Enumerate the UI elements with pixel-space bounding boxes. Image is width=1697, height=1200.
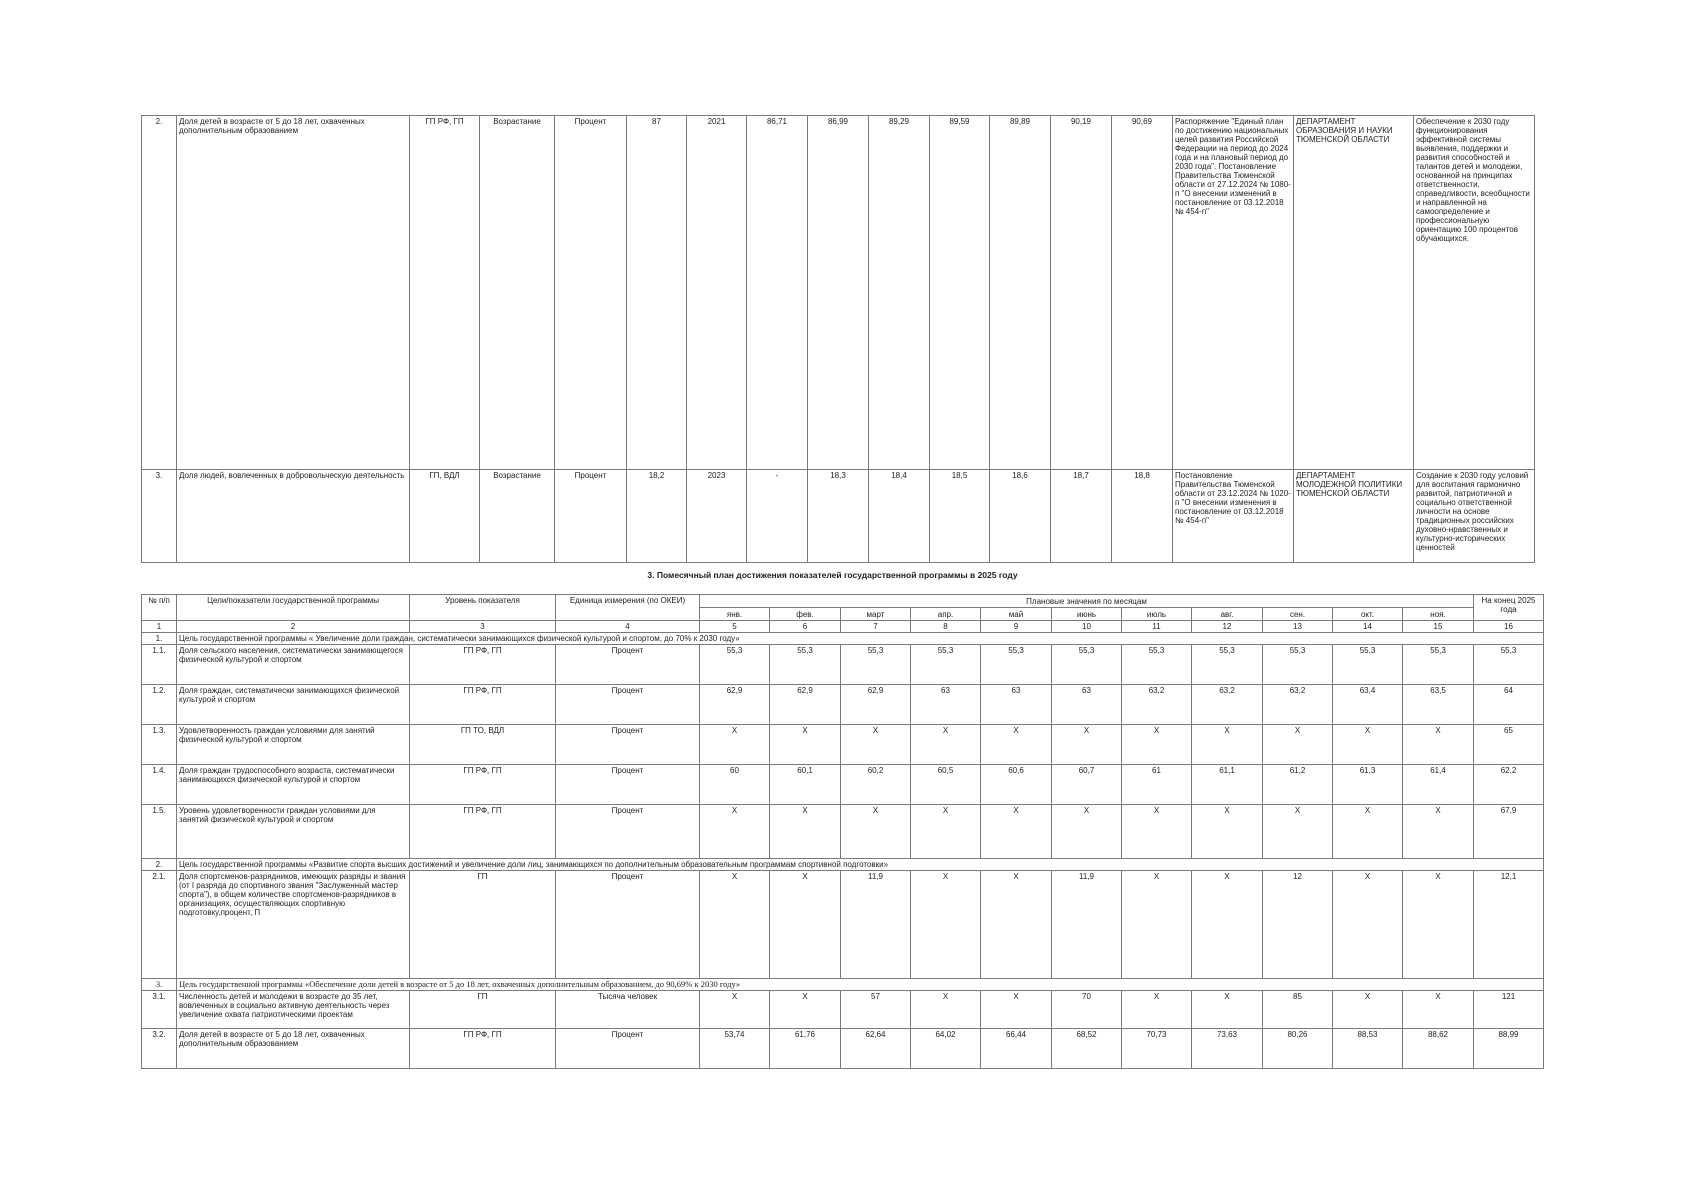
year-end-value: 88,99 (1474, 1029, 1544, 1069)
year-end-value: 12,1 (1474, 871, 1544, 979)
indicator-trend: Возрастание (480, 116, 555, 470)
month-value: 60,6 (981, 765, 1052, 805)
month-value: 61,4 (1403, 765, 1474, 805)
month-value: 60 (700, 765, 770, 805)
indicator-level: ГП РФ, ГП (410, 765, 556, 805)
month-value: 63,4 (1333, 685, 1403, 725)
month-value: X (981, 991, 1052, 1029)
responsible-body: ДЕПАРТАМЕНТ ОБРАЗОВАНИЯ И НАУКИ ТЮМЕНСКОЙ ОБЛАСТИ (1294, 116, 1414, 470)
month-value: X (700, 805, 770, 859)
indicator-unit: Процент (556, 871, 700, 979)
row-number: 3.1. (142, 991, 177, 1029)
indicator-unit: Процент (556, 1029, 700, 1069)
month-value: X (1333, 991, 1403, 1029)
month-value: X (700, 871, 770, 979)
year-value: 89,29 (869, 116, 930, 470)
indicator-level: ГП РФ, ГП (410, 685, 556, 725)
month-value: 62,64 (841, 1029, 911, 1069)
year-end-value: 65 (1474, 725, 1544, 765)
table-row (142, 991, 1544, 1029)
header-name: Цели/показатели государственной программы (177, 595, 410, 621)
month-header: сен. (1263, 608, 1333, 621)
month-header: фев. (770, 608, 841, 621)
column-number: 7 (841, 621, 911, 633)
month-value: X (911, 871, 981, 979)
month-value: X (841, 805, 911, 859)
year-value: 86,99 (808, 116, 869, 470)
header-num: № п/п (142, 595, 177, 621)
month-value: X (1263, 805, 1333, 859)
month-value: X (770, 805, 841, 859)
month-value: 55,3 (1403, 645, 1474, 685)
month-value: 55,3 (1333, 645, 1403, 685)
month-value: 60,1 (770, 765, 841, 805)
section-title: 3. Помесячный план достижения показателей государственной программы в 2025 году (647, 570, 1018, 580)
month-header: янв. (700, 608, 770, 621)
column-number: 16 (1474, 621, 1544, 633)
month-header: авг. (1192, 608, 1263, 621)
indicator-unit: Процент (556, 765, 700, 805)
month-value: X (1052, 725, 1122, 765)
month-value: X (911, 725, 981, 765)
month-value: 55,3 (770, 645, 841, 685)
month-value: X (1192, 991, 1263, 1029)
column-number: 13 (1263, 621, 1333, 633)
month-value: X (1122, 871, 1192, 979)
year-value: 18,6 (990, 470, 1051, 563)
month-value: X (700, 725, 770, 765)
table-row (142, 725, 1544, 765)
table-row (142, 1029, 1544, 1069)
indicator-level: ГП РФ, ГП (410, 645, 556, 685)
national-goal-link: Обеспечение к 2030 году функционирования эффективной системы выявления, поддержки и развития способностей и талантов детей и молодежи, основанной на принципах ответственности, справедливости, всеобщности и направленной на самоопределение и профессиональную ориентацию 100 процентов обучающихся. (1414, 116, 1535, 470)
indicator-name: Доля спортсменов-разрядников, имеющих разряды и звания (от I разряда до спортивного звания "Заслуженный мастер спорта"), в общем количестве спортсменов-разрядников в организациях, осуществляющих спортивную подготовку,процент, П (177, 871, 410, 979)
month-value: 61,2 (1263, 765, 1333, 805)
column-number: 14 (1333, 621, 1403, 633)
month-value: X (1403, 725, 1474, 765)
month-value: X (1403, 991, 1474, 1029)
base-year: 2021 (687, 116, 747, 470)
month-value: X (770, 871, 841, 979)
month-value: 63,2 (1192, 685, 1263, 725)
responsible-body: ДЕПАРТАМЕНТ МОЛОДЕЖНОЙ ПОЛИТИКИ ТЮМЕНСКОЙ ОБЛАСТИ (1294, 470, 1414, 563)
column-number: 5 (700, 621, 770, 633)
row-number: 1.4. (142, 765, 177, 805)
goal-text: Цель государственной программы «Развитие спорта высших достижений и увеличение доли лиц, занимающихся по дополнительным образовательным программам спортивной подготовки» (177, 859, 1544, 871)
row-number: 2. (142, 116, 177, 470)
month-value: 63,2 (1263, 685, 1333, 725)
month-value: 62,9 (770, 685, 841, 725)
month-value: 61,1 (1192, 765, 1263, 805)
month-header: май (981, 608, 1052, 621)
year-value: 18,7 (1051, 470, 1112, 563)
column-number: 4 (556, 621, 700, 633)
month-value: 63,2 (1122, 685, 1192, 725)
column-number: 9 (981, 621, 1052, 633)
month-value: 11,9 (841, 871, 911, 979)
month-value: 11,9 (1052, 871, 1122, 979)
indicator-level: ГП РФ, ГП (410, 805, 556, 859)
row-number: 1.5. (142, 805, 177, 859)
month-value: 63 (911, 685, 981, 725)
month-value: 60,5 (911, 765, 981, 805)
year-value: 89,59 (930, 116, 990, 470)
month-value: X (770, 991, 841, 1029)
base-value: 18,2 (627, 470, 687, 563)
year-end-value: 55,3 (1474, 645, 1544, 685)
indicator-unit: Процент (556, 645, 700, 685)
year-value: 18,8 (1112, 470, 1173, 563)
month-value: 85 (1263, 991, 1333, 1029)
row-number: 3. (142, 470, 177, 563)
month-value: 62,9 (700, 685, 770, 725)
month-value: 60,7 (1052, 765, 1122, 805)
month-value: 64,02 (911, 1029, 981, 1069)
year-value: 18,5 (930, 470, 990, 563)
column-number: 10 (1052, 621, 1122, 633)
month-value: 88,62 (1403, 1029, 1474, 1069)
month-value: X (1192, 805, 1263, 859)
month-value: 61 (1122, 765, 1192, 805)
month-value: X (981, 871, 1052, 979)
goal-row (142, 979, 1544, 991)
column-number: 2 (177, 621, 410, 633)
indicator-unit: Процент (556, 685, 700, 725)
year-end-value: 64 (1474, 685, 1544, 725)
indicator-name: Доля детей в возрасте от 5 до 18 лет, охваченных дополнительным образованием (177, 116, 410, 470)
row-number: 1.2. (142, 685, 177, 725)
year-value: 90,19 (1051, 116, 1112, 470)
month-value: X (1192, 871, 1263, 979)
indicator-name: Доля граждан, систематически занимающихся физической культурой и спортом (177, 685, 410, 725)
goal-row (142, 859, 1544, 871)
indicator-unit: Процент (555, 470, 627, 563)
table-row (142, 765, 1544, 805)
month-value: X (1263, 725, 1333, 765)
indicator-unit: Процент (556, 805, 700, 859)
year-value: 86,71 (747, 116, 808, 470)
goal-text: Цель государственной программы «Обеспечение доли детей в возрасте от 5 до 18 лет, охваченных дополнительным образованием, до 90,69% к 2030 году» (177, 979, 1544, 991)
indicator-name: Численность детей и молодежи в возрасте до 35 лет, вовлеченных в социально активную деятельность через увеличение охвата патриотическими проектам (177, 991, 410, 1029)
indicator-level: ГП (410, 991, 556, 1029)
monthly-plan-table (141, 594, 1544, 1069)
indicator-name: Доля граждан трудоспособного возраста, систематически занимающихся физической культурой и спортом (177, 765, 410, 805)
month-value: X (1403, 805, 1474, 859)
indicator-level: ГП, ВДЛ (410, 470, 480, 563)
year-end-value: 62,2 (1474, 765, 1544, 805)
indicator-level: ГП ТО, ВДЛ (410, 725, 556, 765)
header-level: Уровень показателя (410, 595, 556, 621)
month-header: июль (1122, 608, 1192, 621)
indicator-unit: Тысяча человек (556, 991, 700, 1029)
indicator-level: ГП РФ, ГП (410, 116, 480, 470)
month-value: 53,74 (700, 1029, 770, 1069)
month-value: X (1333, 871, 1403, 979)
indicator-name: Доля людей, вовлеченных в добровольческую деятельность (177, 470, 410, 563)
month-value: X (1192, 725, 1263, 765)
year-value: 89,89 (990, 116, 1051, 470)
indicator-level: ГП РФ, ГП (410, 1029, 556, 1069)
month-value: X (1122, 805, 1192, 859)
month-value: 55,3 (1263, 645, 1333, 685)
month-value: 55,3 (700, 645, 770, 685)
indicator-name: Уровень удовлетворенности граждан условиями для занятий физической культурой и спортом (177, 805, 410, 859)
indicator-name: Доля сельского населения, систематически занимающегося физической культурой и спортом (177, 645, 410, 685)
month-value: X (1333, 805, 1403, 859)
year-end-value: 67,9 (1474, 805, 1544, 859)
header-unit: Единица измерения (по ОКЕИ) (556, 595, 700, 621)
month-value: 61,3 (1333, 765, 1403, 805)
month-value: 55,3 (1192, 645, 1263, 685)
month-value: 88,53 (1333, 1029, 1403, 1069)
month-value: X (1052, 805, 1122, 859)
goal-text: Цель государственной программы « Увеличение доли граждан, систематически занимающихся физической культурой и спортом, до 70% к 2030 году» (177, 633, 1544, 645)
column-number: 12 (1192, 621, 1263, 633)
column-number: 11 (1122, 621, 1192, 633)
month-value: 62,9 (841, 685, 911, 725)
indicator-name: Удовлетворенность граждан условиями для занятий физической культурой и спортом (177, 725, 410, 765)
month-value: X (700, 991, 770, 1029)
row-number: 1.1. (142, 645, 177, 685)
legal-document: Постановление Правительства Тюменской области от 23.12.2024 № 1020-п "О внесении изменения в постановление от 03.12.2018 № 454-п" (1173, 470, 1294, 563)
legal-document: Распоряжение "Единый план по достижению национальных целей развития Российской Федерации на период до 2024 года и на плановый период до 2030 года". Постановление Правительства Тюменской области от 27.12.2024 № 1080-п "О внесении изменений в постановление от 03.12.2018 № 454-п" (1173, 116, 1294, 470)
month-value: 55,3 (981, 645, 1052, 685)
year-value: - (747, 470, 808, 563)
indicator-level: ГП (410, 871, 556, 979)
month-value: X (841, 725, 911, 765)
table-row (142, 805, 1544, 859)
month-value: X (1333, 725, 1403, 765)
column-number: 6 (770, 621, 841, 633)
month-value: 70,73 (1122, 1029, 1192, 1069)
month-value: X (1403, 871, 1474, 979)
row-number: 2.1. (142, 871, 177, 979)
month-header: окт. (1333, 608, 1403, 621)
month-header: апр. (911, 608, 981, 621)
indicators-table-continuation (141, 115, 1535, 563)
column-number: 8 (911, 621, 981, 633)
month-value: X (911, 805, 981, 859)
indicator-unit: Процент (556, 725, 700, 765)
year-end-value: 121 (1474, 991, 1544, 1029)
month-value: X (1122, 991, 1192, 1029)
month-value: X (981, 805, 1052, 859)
column-number: 1 (142, 621, 177, 633)
month-value: 80,26 (1263, 1029, 1333, 1069)
header-row (142, 595, 1544, 608)
month-value: 68,52 (1052, 1029, 1122, 1069)
base-value: 87 (627, 116, 687, 470)
month-value: 55,3 (911, 645, 981, 685)
table-row (142, 116, 1535, 470)
month-header: ноя. (1403, 608, 1474, 621)
indicator-trend: Возрастание (480, 470, 555, 563)
month-value: 55,3 (1052, 645, 1122, 685)
column-number: 3 (410, 621, 556, 633)
month-value: 63 (981, 685, 1052, 725)
month-value: 63,5 (1403, 685, 1474, 725)
column-number: 15 (1403, 621, 1474, 633)
year-value: 18,4 (869, 470, 930, 563)
month-header: март (841, 608, 911, 621)
month-value: 60,2 (841, 765, 911, 805)
month-value: 12 (1263, 871, 1333, 979)
month-value: X (1122, 725, 1192, 765)
goal-number: 1. (142, 633, 177, 645)
month-value: 55,3 (841, 645, 911, 685)
row-number: 3.2. (142, 1029, 177, 1069)
month-value: X (911, 991, 981, 1029)
year-value: 90,69 (1112, 116, 1173, 470)
year-value: 18,3 (808, 470, 869, 563)
indicator-unit: Процент (555, 116, 627, 470)
goal-number: 2. (142, 859, 177, 871)
row-number: 1.3. (142, 725, 177, 765)
month-value: 70 (1052, 991, 1122, 1029)
month-header: июнь (1052, 608, 1122, 621)
goal-row (142, 633, 1544, 645)
month-value: X (770, 725, 841, 765)
header-plan: Плановые значения по месяцам (700, 595, 1474, 608)
month-value: X (981, 725, 1052, 765)
month-value: 73,63 (1192, 1029, 1263, 1069)
base-year: 2023 (687, 470, 747, 563)
table-row (142, 871, 1544, 979)
column-numbers-row (142, 621, 1544, 633)
month-value: 61,76 (770, 1029, 841, 1069)
table-row (142, 470, 1535, 563)
goal-number: 3. (142, 979, 177, 991)
month-value: 63 (1052, 685, 1122, 725)
table-row (142, 685, 1544, 725)
header-end: На конец 2025 года (1474, 595, 1544, 621)
table-row (142, 645, 1544, 685)
month-value: 55,3 (1122, 645, 1192, 685)
national-goal-link: Создание к 2030 году условий для воспитания гармонично развитой, патриотичной и социально ответственной личности на основе традиционных российских духовно-нравственных и культурно-исторических ценностей (1414, 470, 1535, 563)
month-value: 66,44 (981, 1029, 1052, 1069)
indicator-name: Доля детей в возрасте от 5 до 18 лет, охваченных дополнительным образованием (177, 1029, 410, 1069)
month-value: 57 (841, 991, 911, 1029)
